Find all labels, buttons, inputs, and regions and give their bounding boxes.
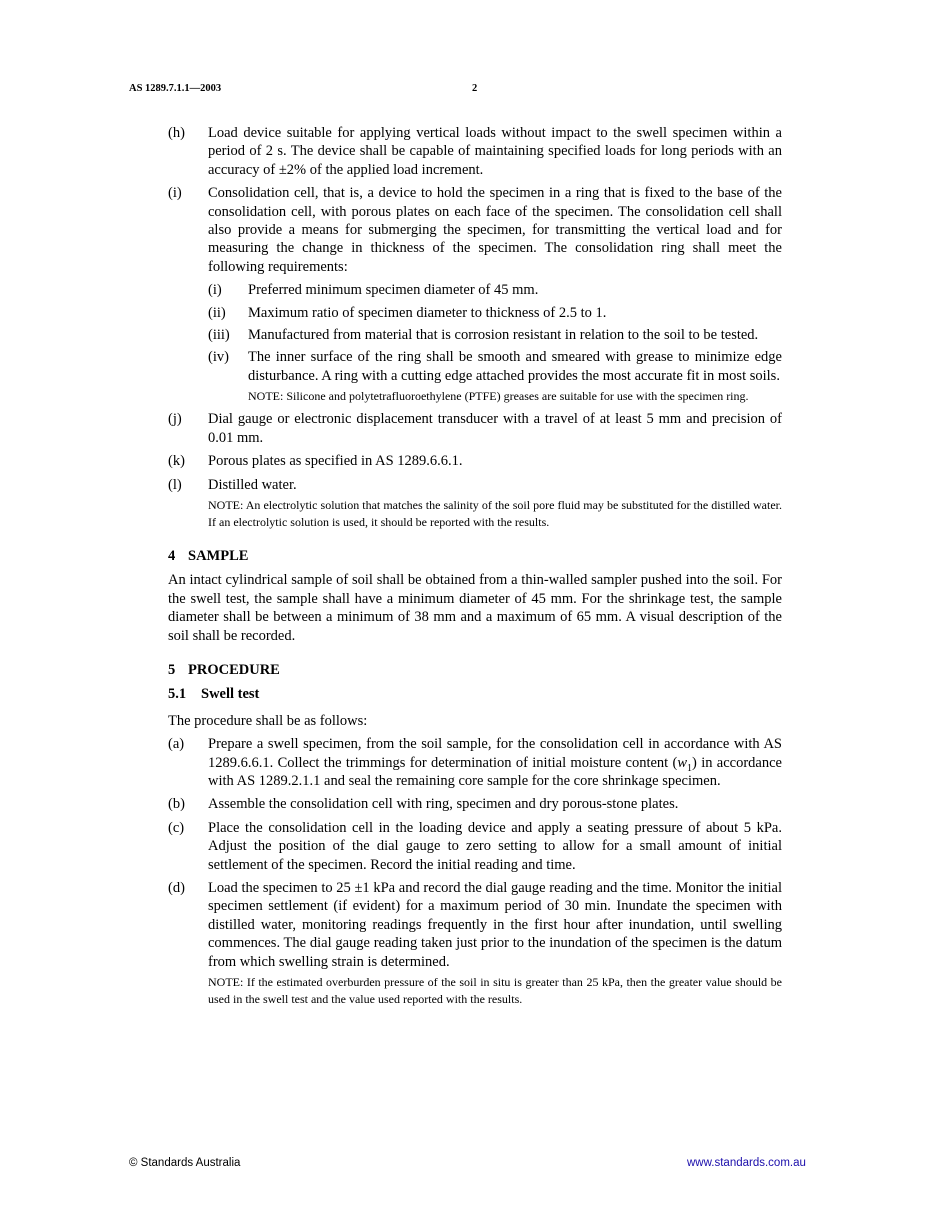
- procedure-step-b: [168, 795, 782, 813]
- list-item-h: [168, 124, 782, 179]
- page-header: [129, 83, 479, 99]
- requirement-label: (i): [208, 282, 222, 299]
- step-label: (b): [168, 796, 185, 813]
- note: NOTE: Silicone and polytetrafluoroethylene (PTFE) greases are suitable for use with the specimen ring.: [248, 389, 749, 404]
- copyright-footer: © Standards Australia: [129, 1157, 241, 1169]
- procedure-intro: The procedure shall be as follows:: [168, 712, 368, 729]
- variable-subscript: 1: [687, 762, 693, 774]
- section-number: 5: [168, 661, 176, 678]
- requirement-text: Manufactured from material that is corrosion resistant in relation to the soil to be tested.: [248, 327, 759, 344]
- step-label: (c): [168, 819, 185, 836]
- section-title: PROCEDURE: [188, 661, 280, 678]
- step-text: Load the specimen to 25 ±1 kPa and record the dial gauge reading and the time. Monitor the initial specimen settlement (if evident) for a maximum period of 30 min. Inundate the specimen with distilled water, monitoring readings frequently in the first hour after inundation, until swelling commences. The dial gauge reading taken just prior to the inundation of the specimen is the datum from which swelling strain is determined.: [208, 880, 782, 970]
- section-heading-procedure: [168, 661, 782, 679]
- section-heading-sample: [168, 547, 782, 565]
- list-text: Distilled water.: [208, 476, 297, 493]
- requirement-item: [208, 326, 782, 344]
- list-item-i: [168, 184, 782, 405]
- variable-w: w: [677, 754, 688, 771]
- requirement-item: [208, 304, 782, 322]
- list-label: (k): [168, 453, 185, 470]
- standard-id: AS 1289.7.1.1—2003: [129, 83, 222, 94]
- list-text: Dial gauge or electronic displacement transducer with a travel of at least 5 mm and precision of 0.01 mm.: [208, 411, 782, 446]
- procedure-step-c: [168, 819, 782, 874]
- list-text: Porous plates as specified in AS 1289.6.6.1.: [208, 453, 463, 470]
- list-label: (i): [168, 185, 182, 202]
- procedure-step-a: [168, 735, 782, 790]
- requirement-text: Preferred minimum specimen diameter of 45 mm.: [248, 282, 539, 299]
- requirement-text: The inner surface of the ring shall be smooth and smeared with grease to minimize edge disturbance. A ring with a cutting edge attached provides the most accurate fit in most soils.: [248, 349, 782, 384]
- requirement-text: Maximum ratio of specimen diameter to thickness of 2.5 to 1.: [248, 304, 607, 321]
- requirement-label: (ii): [208, 304, 226, 321]
- section-paragraph: An intact cylindrical sample of soil shall be obtained from a thin-walled sampler pushed into the soil. For the swell test, the sample shall have a minimum diameter of 45 mm. For the shrinkage test, the sample diameter shall be between a minimum of 38 mm and a maximum of 65 mm. A visual description of the soil shall be recorded.: [168, 572, 782, 644]
- step-text: Assemble the consolidation cell with ring, specimen and dry porous-stone plates.: [208, 796, 679, 813]
- list-item-k: [168, 452, 782, 470]
- list-label: (h): [168, 125, 185, 141]
- step-text: [208, 735, 782, 790]
- step-text-part: ) in accordance with AS 1289.2.1.1 and seal the remaining core sample for the core shrinkage specimen.: [208, 754, 782, 789]
- procedure-step-d: [168, 879, 782, 1008]
- section-title: SAMPLE: [188, 547, 249, 564]
- requirement-item: [208, 281, 782, 299]
- subsection-heading-swell-test: [168, 685, 782, 703]
- note: NOTE: An electrolytic solution that matches the salinity of the soil pore fluid may be substituted for the distilled water. If an electrolytic solution is used, it should be reported with the results.: [208, 497, 782, 529]
- requirement-label: (iv): [208, 349, 229, 366]
- list-text: Load device suitable for applying vertical loads without impact to the swell specimen within a period of 2 s. The device shall be capable of maintaining specified loads for long periods with an accuracy of ±2% of the applied load increment.: [208, 125, 782, 178]
- list-label: (l): [168, 476, 182, 493]
- subsection-title: Swell test: [201, 686, 260, 703]
- subsection-number: 5.1: [168, 686, 187, 703]
- list-text: Consolidation cell, that is, a device to hold the specimen in a ring that is fixed to the base of the consolidation cell, with porous plates on each face of the specimen. The consolidation cell shall also provide a means for submerging the specimen, for transmitting the vertical load and for measuring the change in thickness of the specimen. The consolidation ring shall meet the following requirements:: [208, 185, 782, 275]
- list-item-j: [168, 410, 782, 447]
- requirement-item: [208, 348, 782, 405]
- document-body: [168, 124, 782, 1013]
- note: NOTE: If the estimated overburden pressure of the soil in situ is greater than 25 kPa, then the greater value should be used in the swell test and the value used reported with the results.: [208, 975, 782, 1007]
- step-label: (d): [168, 880, 185, 896]
- list-item-l: [168, 476, 782, 531]
- page-number: 2: [472, 83, 478, 94]
- step-label: (a): [168, 736, 185, 753]
- list-label: (j): [168, 411, 182, 428]
- requirements-list: [208, 281, 782, 405]
- requirement-label: (iii): [208, 327, 230, 344]
- step-text-part: Prepare a swell specimen, from the soil sample, for the consolidation cell in accordance with AS 1289.6.6.1. Collect the trimmings for determination of initial moisture content (: [208, 736, 782, 771]
- section-number: 4: [168, 547, 176, 564]
- step-text: Place the consolidation cell in the loading device and apply a seating pressure of about 5 kPa. Adjust the position of the dial gauge to zero setting to allow for a small amount of initial settlement of the specimen. Record the initial reading and time.: [208, 819, 782, 873]
- website-link[interactable]: www.standards.com.au: [687, 1157, 806, 1169]
